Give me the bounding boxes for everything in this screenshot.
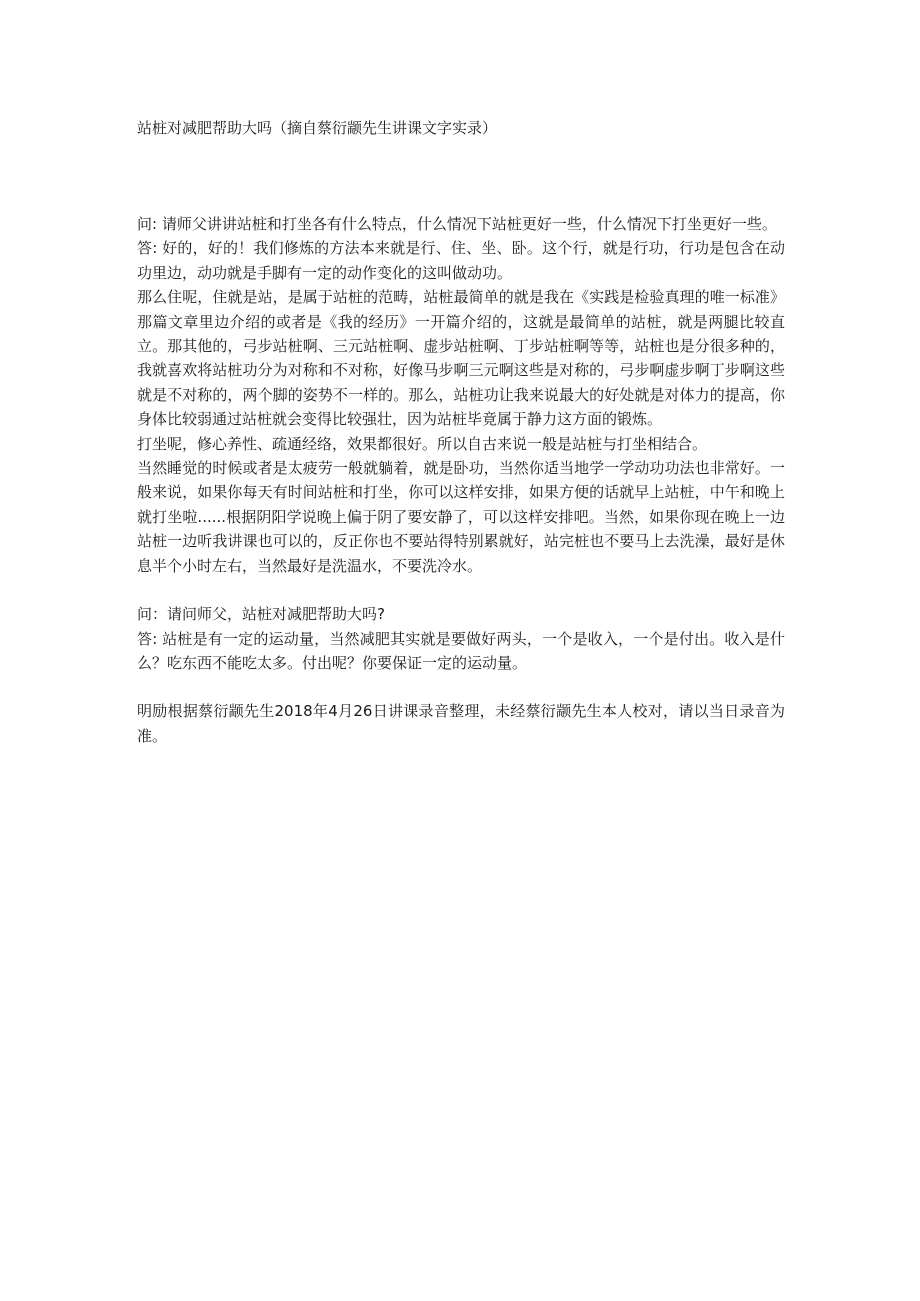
- answer-paragraph: 答: 好的，好的！我们修炼的方法本来就是行、住、坐、卧。这个行，就是行功，行功是包含在动功里边，动功就是手脚有一定的动作变化的这叫做动功。: [137, 239, 785, 282]
- question-paragraph: 问：请问师父，站桩对减肥帮助大吗?: [137, 605, 385, 624]
- paragraph-spacer: [137, 675, 785, 699]
- body-paragraph: 打坐呢，修心养性、疏通经络，效果都很好。所以自古来说一般是站桩与打坐相结合。: [137, 434, 708, 453]
- body-paragraph: 当然睡觉的时候或者是太疲劳一般就躺着，就是卧功，当然你适当地学一学动功功法也非常好。一般来说，如果你每天有时间站桩和打坐，你可以这样安排，如果方便的话就早上站桩，中午和晚上就打坐啦......根据阴阳学说晚上偏于阴了要安静了，可以这样安排吧。当然，如果你现在晚上一边站桩一边听我讲课也可以的，反正你也不要站得特别累就好，站完桩也不要马上去洗澡，最好是休息半个小时左右，当然最好是洗温水，不要洗冷水。: [137, 459, 785, 575]
- body-paragraph: 那么住呢，住就是站，是属于站桩的范畴，站桩最简单的就是我在《实践是检验真理的唯一标准》那篇文章里边介绍的或者是《我的经历》一开篇介绍的，这就是最简单的站桩，就是两腿比较直立。那其他的，弓步站桩啊、三元站桩啊、虚步站桩啊、丁步站桩啊等等，站桩也是分很多种的，我就喜欢将站桩功分为对称和不对称，好像马步啊三元啊这些是对称的，弓步啊虚步啊丁步啊这些就是不对称的，两个脚的姿势不一样的。那么，站桩功让我来说最大的好处就是对体力的提高，你身体比较弱通过站桩就会变得比较强壮，因为站桩毕竟属于静力这方面的锻炼。: [137, 288, 785, 429]
- paragraph-spacer: [137, 578, 785, 602]
- document-body: [137, 212, 785, 748]
- document-title: 站桩对减肥帮助大吗（摘自蔡衍颛先生讲课文字实录）: [137, 119, 498, 137]
- question-paragraph: 问: 请师父讲讲站桩和打坐各有什么特点，什么情况下站桩更好一些，什么情况下打坐更好一些。: [137, 215, 777, 233]
- source-note-paragraph: 明励根据蔡衍颛先生2018年4月26日讲课录音整理，未经蔡衍颛先生本人校对，请以当日录音为准。: [137, 702, 785, 745]
- answer-paragraph: 答: 站桩是有一定的运动量，当然减肥其实就是要做好两头，一个是收入，一个是付出。收入是什么？吃东西不能吃太多。付出呢？你要保证一定的运动量。: [137, 629, 785, 672]
